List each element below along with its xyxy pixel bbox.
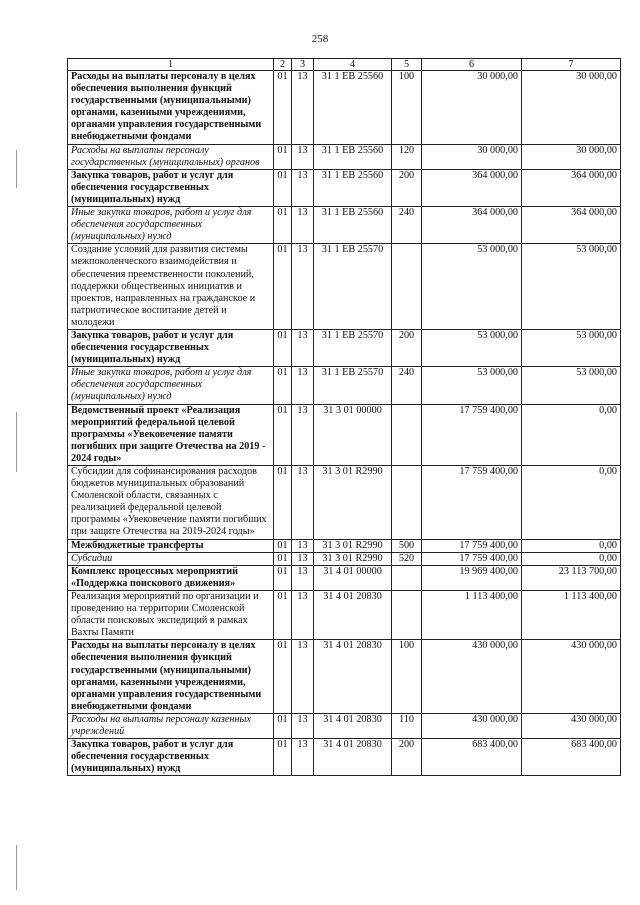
target-article-code: 31 1 ЕВ 25560 — [314, 169, 392, 206]
amount-year-1: 17 759 400,00 — [422, 552, 522, 565]
table-row — [68, 367, 621, 404]
amount-year-1: 17 759 400,00 — [422, 404, 522, 465]
row-name: Расходы на выплаты персоналу в целях обеспечения выполнения функций государственными (муниципальными) органами, казенными учреждениями, органами управления государственными внебюджетными фондами — [68, 640, 274, 714]
amount-year-2: 0,00 — [522, 539, 621, 552]
target-article-code: 31 4 01 00000 — [314, 565, 392, 590]
row-name: Расходы на выплаты персоналу казенных учреждений — [68, 713, 274, 738]
section-code: 01 — [274, 71, 292, 145]
amount-year-1: 53 000,00 — [422, 244, 522, 330]
expense-type-code: 240 — [392, 207, 422, 244]
row-name: Расходы на выплаты персоналу в целях обеспечения выполнения функций государственными (муниципальными) органами, казенными учреждениями, органами управления государственными внебюджетными фондами — [68, 71, 274, 145]
row-name: Комплекс процессных мероприятий «Поддержка поискового движения» — [68, 565, 274, 590]
subsection-code: 13 — [292, 329, 314, 366]
target-article-code: 31 3 01 R2990 — [314, 552, 392, 565]
target-article-code: 31 1 ЕВ 25560 — [314, 144, 392, 169]
budget-table — [67, 58, 621, 776]
subsection-code: 13 — [292, 207, 314, 244]
scan-margin-mark — [16, 845, 17, 890]
expense-type-code: 200 — [392, 329, 422, 366]
target-article-code: 31 1 ЕВ 25560 — [314, 207, 392, 244]
amount-year-1: 53 000,00 — [422, 329, 522, 366]
column-header: 6 — [422, 59, 522, 71]
amount-year-1: 30 000,00 — [422, 144, 522, 169]
target-article-code: 31 4 01 20830 — [314, 739, 392, 776]
target-article-code: 31 4 01 20830 — [314, 713, 392, 738]
table-body — [68, 71, 621, 776]
row-name: Субсидии — [68, 552, 274, 565]
target-article-code: 31 3 01 R2990 — [314, 539, 392, 552]
subsection-code: 13 — [292, 552, 314, 565]
expense-type-code — [392, 404, 422, 465]
amount-year-1: 1 113 400,00 — [422, 590, 522, 639]
section-code: 01 — [274, 539, 292, 552]
target-article-code: 31 3 01 00000 — [314, 404, 392, 465]
amount-year-2: 53 000,00 — [522, 329, 621, 366]
section-code: 01 — [274, 552, 292, 565]
table-row — [68, 244, 621, 330]
page-number: 258 — [311, 33, 329, 45]
table-row — [68, 539, 621, 552]
amount-year-2: 1 113 400,00 — [522, 590, 621, 639]
amount-year-1: 30 000,00 — [422, 71, 522, 145]
subsection-code: 13 — [292, 590, 314, 639]
row-name: Реализация мероприятий по организации и проведению на территории Смоленской области поисковых экспедиций в рамках Вахты Памяти — [68, 590, 274, 639]
scan-margin-mark — [16, 150, 17, 188]
subsection-code: 13 — [292, 713, 314, 738]
section-code: 01 — [274, 144, 292, 169]
expense-type-code — [392, 590, 422, 639]
section-code: 01 — [274, 590, 292, 639]
column-header: 2 — [274, 59, 292, 71]
expense-type-code: 200 — [392, 739, 422, 776]
target-article-code: 31 4 01 20830 — [314, 640, 392, 714]
table-row — [68, 739, 621, 776]
table-row — [68, 207, 621, 244]
column-header: 1 — [68, 59, 274, 71]
amount-year-1: 430 000,00 — [422, 640, 522, 714]
amount-year-2: 683 400,00 — [522, 739, 621, 776]
amount-year-2: 364 000,00 — [522, 169, 621, 206]
amount-year-2: 0,00 — [522, 552, 621, 565]
row-name: Расходы на выплаты персоналу государственных (муниципальных) органов — [68, 144, 274, 169]
subsection-code: 13 — [292, 71, 314, 145]
expense-type-code: 100 — [392, 71, 422, 145]
column-header: 5 — [392, 59, 422, 71]
amount-year-2: 364 000,00 — [522, 207, 621, 244]
subsection-code: 13 — [292, 565, 314, 590]
amount-year-1: 683 400,00 — [422, 739, 522, 776]
section-code: 01 — [274, 367, 292, 404]
expense-type-code: 520 — [392, 552, 422, 565]
amount-year-1: 364 000,00 — [422, 169, 522, 206]
row-name: Субсидии для софинансирования расходов бюджетов муниципальных образований Смоленской области, связанных с реализацией федеральной целевой программы «Увековечение памяти погибших при защите Отечества на 2019-2024 годы» — [68, 466, 274, 540]
table-row — [68, 552, 621, 565]
column-header: 3 — [292, 59, 314, 71]
table-row — [68, 404, 621, 465]
column-header: 7 — [522, 59, 621, 71]
row-name: Закупка товаров, работ и услуг для обеспечения государственных (муниципальных) нужд — [68, 739, 274, 776]
section-code: 01 — [274, 565, 292, 590]
column-header: 4 — [314, 59, 392, 71]
subsection-code: 13 — [292, 169, 314, 206]
row-name: Закупка товаров, работ и услуг для обеспечения государственных (муниципальных) нужд — [68, 329, 274, 366]
target-article-code: 31 3 01 R2990 — [314, 466, 392, 540]
subsection-code: 13 — [292, 244, 314, 330]
expense-type-code: 100 — [392, 640, 422, 714]
table-row — [68, 466, 621, 540]
subsection-code: 13 — [292, 404, 314, 465]
amount-year-2: 23 113 700,00 — [522, 565, 621, 590]
amount-year-2: 30 000,00 — [522, 71, 621, 145]
amount-year-2: 30 000,00 — [522, 144, 621, 169]
section-code: 01 — [274, 739, 292, 776]
amount-year-2: 0,00 — [522, 404, 621, 465]
expense-type-code: 120 — [392, 144, 422, 169]
table-row — [68, 169, 621, 206]
table-row — [68, 713, 621, 738]
amount-year-1: 17 759 400,00 — [422, 539, 522, 552]
amount-year-2: 0,00 — [522, 466, 621, 540]
amount-year-2: 430 000,00 — [522, 713, 621, 738]
amount-year-2: 430 000,00 — [522, 640, 621, 714]
amount-year-2: 53 000,00 — [522, 367, 621, 404]
table-row — [68, 590, 621, 639]
section-code: 01 — [274, 169, 292, 206]
row-name: Закупка товаров, работ и услуг для обеспечения государственных (муниципальных) нужд — [68, 169, 274, 206]
expense-type-code: 200 — [392, 169, 422, 206]
expense-type-code — [392, 466, 422, 540]
section-code: 01 — [274, 329, 292, 366]
subsection-code: 13 — [292, 539, 314, 552]
subsection-code: 13 — [292, 367, 314, 404]
table-row — [68, 640, 621, 714]
table-row — [68, 71, 621, 145]
subsection-code: 13 — [292, 466, 314, 540]
amount-year-1: 19 969 400,00 — [422, 565, 522, 590]
target-article-code: 31 1 ЕВ 25570 — [314, 367, 392, 404]
row-name: Иные закупки товаров, работ и услуг для обеспечения государственных (муниципальных) нужд — [68, 367, 274, 404]
section-code: 01 — [274, 466, 292, 540]
expense-type-code: 500 — [392, 539, 422, 552]
row-name: Создание условий для развития системы межпоколенческого взаимодействия и обеспечения преемственности поколений, поддержки общественных инициатив и проектов, направленных на гражданское и патриотическое воспитание детей и молодежи — [68, 244, 274, 330]
target-article-code: 31 1 ЕВ 25560 — [314, 71, 392, 145]
target-article-code: 31 1 ЕВ 25570 — [314, 329, 392, 366]
target-article-code: 31 4 01 20830 — [314, 590, 392, 639]
amount-year-1: 430 000,00 — [422, 713, 522, 738]
target-article-code: 31 1 ЕВ 25570 — [314, 244, 392, 330]
row-name: Межбюджетные трансферты — [68, 539, 274, 552]
section-code: 01 — [274, 244, 292, 330]
expense-type-code: 240 — [392, 367, 422, 404]
row-name: Иные закупки товаров, работ и услуг для обеспечения государственных (муниципальных) нужд — [68, 207, 274, 244]
table-row — [68, 565, 621, 590]
expense-type-code — [392, 565, 422, 590]
subsection-code: 13 — [292, 739, 314, 776]
section-code: 01 — [274, 404, 292, 465]
scan-margin-mark — [16, 412, 17, 472]
expense-type-code — [392, 244, 422, 330]
table-header-row — [68, 59, 621, 71]
table-row — [68, 329, 621, 366]
amount-year-1: 53 000,00 — [422, 367, 522, 404]
section-code: 01 — [274, 640, 292, 714]
table-row — [68, 144, 621, 169]
expense-type-code: 110 — [392, 713, 422, 738]
row-name: Ведомственный проект «Реализация мероприятий федеральной целевой программы «Увековечение памяти погибших при защите Отечества на 2019 - 2024 годы» — [68, 404, 274, 465]
subsection-code: 13 — [292, 144, 314, 169]
section-code: 01 — [274, 713, 292, 738]
subsection-code: 13 — [292, 640, 314, 714]
amount-year-1: 364 000,00 — [422, 207, 522, 244]
amount-year-1: 17 759 400,00 — [422, 466, 522, 540]
section-code: 01 — [274, 207, 292, 244]
amount-year-2: 53 000,00 — [522, 244, 621, 330]
